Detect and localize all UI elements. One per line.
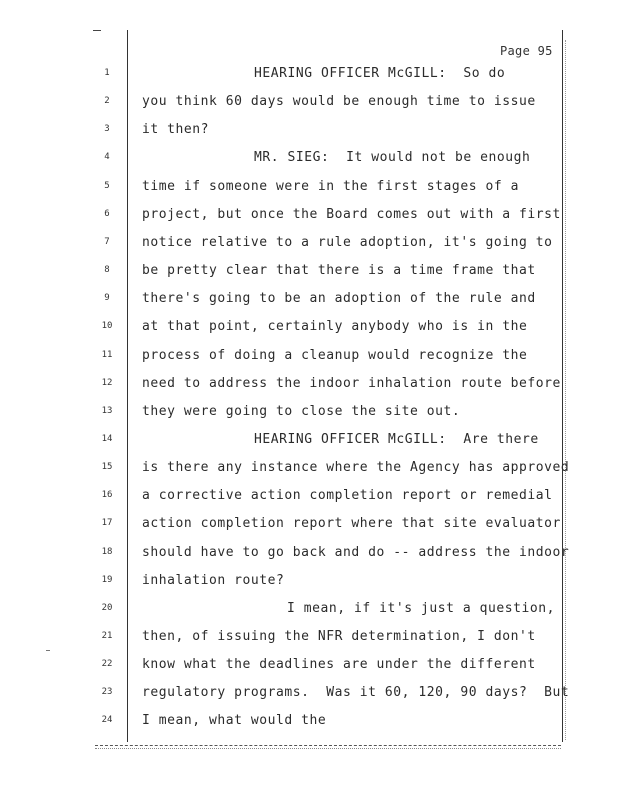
line-number: 23 — [101, 687, 113, 698]
transcript-line: time if someone were in the first stages of a — [142, 178, 519, 194]
right-margin-dots — [565, 40, 567, 740]
transcript-line: know what the deadlines are under the different — [142, 657, 536, 673]
line-number: 21 — [101, 631, 113, 641]
line-number: 8 — [104, 265, 110, 276]
transcript-line: process of doing a cleanup would recognize the — [142, 347, 528, 363]
transcript-line: regulatory programs. Was it 60, 120, 90 days? But — [142, 685, 570, 701]
scan-speck — [46, 650, 50, 651]
line-number: 13 — [101, 405, 113, 416]
line-number: 6 — [104, 208, 110, 219]
transcript-line: a corrective action completion report or remedial — [142, 488, 553, 504]
line-number: 1 — [104, 68, 110, 78]
transcript-line: HEARING OFFICER McGILL: Are there — [254, 431, 539, 447]
transcript-line: is there any instance where the Agency has approved — [142, 460, 570, 476]
transcript-line: they were going to close the site out. — [142, 403, 461, 419]
page-bottom-border — [95, 745, 561, 749]
line-number: 18 — [101, 546, 113, 557]
line-number: 7 — [104, 236, 110, 247]
line-number: 20 — [101, 602, 113, 613]
transcript-line: then, of issuing the NFR determination, I don't — [142, 629, 536, 644]
transcript-line: you think 60 days would be enough time to issue — [142, 94, 536, 110]
transcript-line: should have to go back and do -- address the indoor — [142, 544, 570, 560]
page-number: Page 95 — [500, 44, 553, 58]
line-number: 12 — [101, 377, 113, 388]
transcript-line: project, but once the Board comes out with a first — [142, 206, 561, 222]
corner-mark — [93, 30, 101, 31]
line-number: 17 — [101, 518, 113, 529]
line-number: 22 — [101, 659, 113, 670]
transcript-line: be pretty clear that there is a time frame that — [142, 263, 536, 279]
line-number: 5 — [104, 180, 110, 191]
transcript-line: need to address the indoor inhalation route before — [142, 375, 561, 391]
line-number: 15 — [101, 462, 113, 473]
transcript-line: HEARING OFFICER McGILL: So do — [254, 66, 506, 81]
line-number: 9 — [104, 293, 110, 304]
transcript-line: MR. SIEG: It would not be enough — [254, 150, 531, 166]
line-number: 2 — [104, 96, 110, 107]
line-number: 10 — [101, 321, 113, 332]
line-number: 24 — [101, 715, 113, 726]
transcript-line: I mean, if it's just a question, — [287, 600, 556, 616]
transcript-line: notice relative to a rule adoption, it's going to — [142, 234, 553, 250]
transcript-line: there's going to be an adoption of the rule and — [142, 291, 536, 307]
line-number: 3 — [104, 124, 110, 135]
transcript-line: inhalation route? — [142, 572, 285, 588]
line-number: 4 — [104, 152, 110, 163]
transcript-line: it then? — [142, 122, 210, 138]
transcript-line: at that point, certainly anybody who is in the — [142, 319, 528, 335]
line-number: 16 — [101, 490, 113, 501]
line-number: 19 — [101, 574, 113, 585]
transcript-line: I mean, what would the — [142, 713, 327, 729]
line-number: 11 — [101, 349, 113, 360]
transcript-line: action completion report where that site evaluator — [142, 516, 561, 532]
line-number: 14 — [101, 433, 113, 444]
